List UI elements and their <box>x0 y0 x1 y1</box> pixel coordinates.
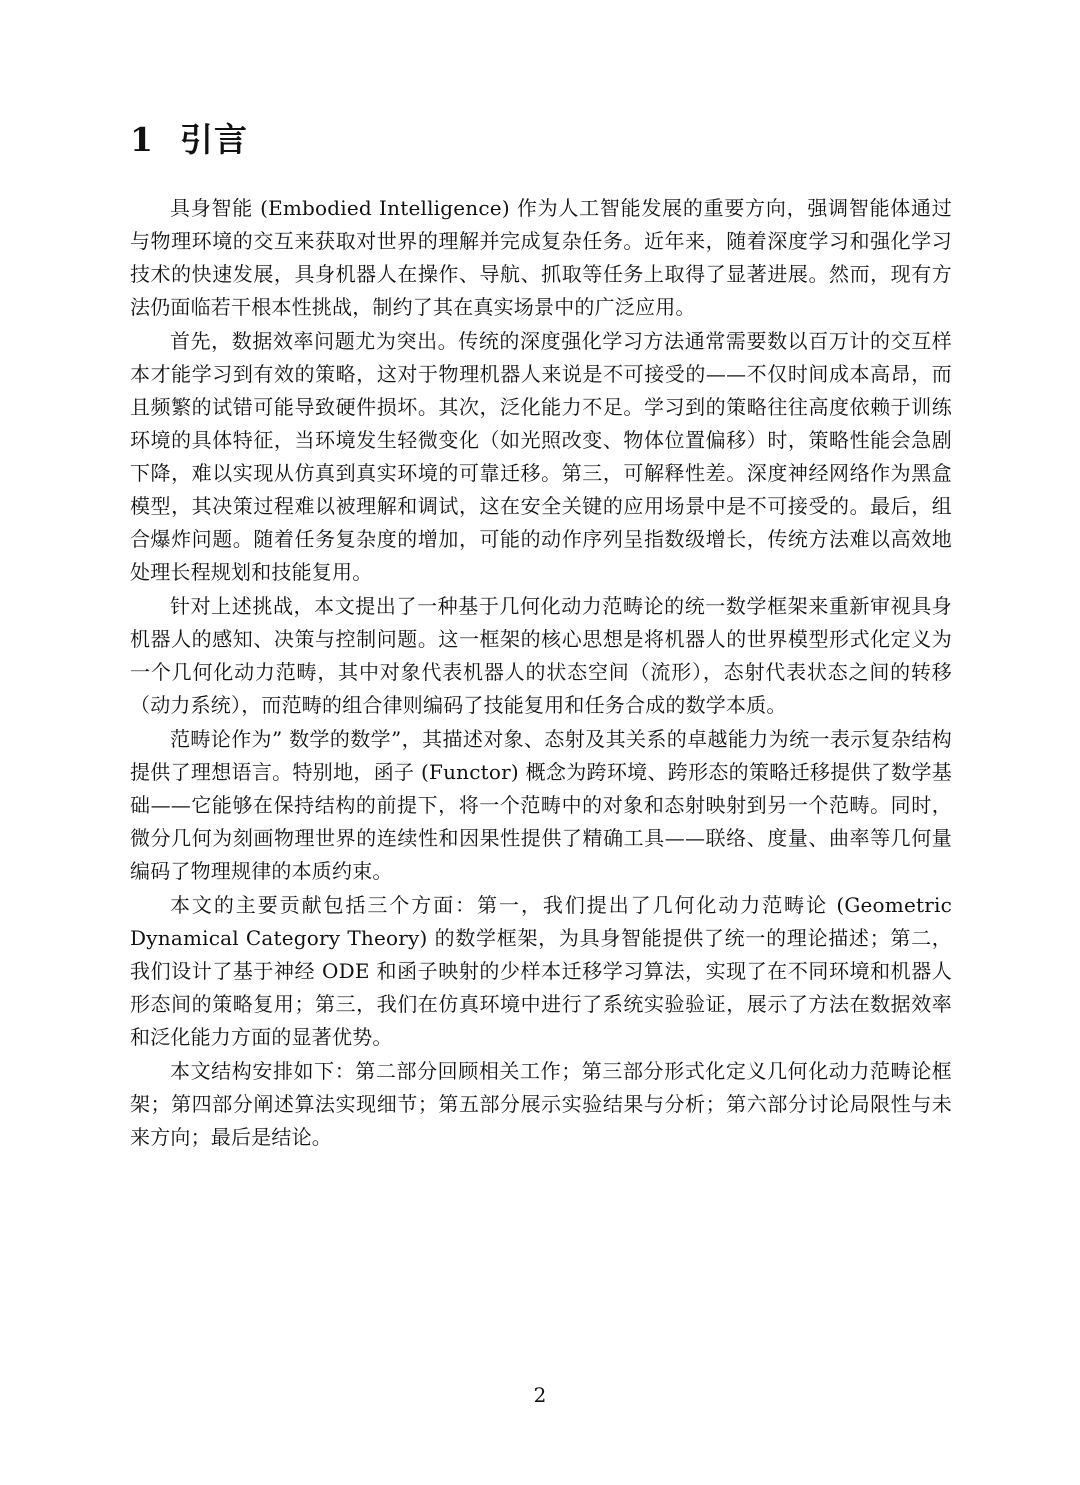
page-body <box>130 110 952 1155</box>
section-title: 引言 <box>180 120 248 159</box>
paragraph: 首先，数据效率问题尤为突出。传统的深度强化学习方法通常需要数以百万计的交互样本才能学习到有效的策略，这对于物理机器人来说是不可接受的——不仅时间成本高昂，而且频繁的试错可能导致硬件损坏。其次，泛化能力不足。学习到的策略往往高度依赖于训练环境的具体特征，当环境发生轻微变化（如光照改变、物体位置偏移）时，策略性能会急剧下降，难以实现从仿真到真实环境的可靠迁移。第三，可解释性差。深度神经网络作为黑盒模型，其决策过程难以被理解和调试，这在安全关键的应用场景中是不可接受的。最后，组合爆炸问题。随着任务复杂度的增加，可能的动作序列呈指数级增长，传统方法难以高效地处理长程规划和技能复用。 <box>130 329 952 584</box>
paragraph: 本文结构安排如下：第二部分回顾相关工作；第三部分形式化定义几何化动力范畴论框架；第四部分阐述算法实现细节；第五部分展示实验结果与分析；第六部分讨论局限性与未来方向；最后是结论。 <box>130 1059 952 1149</box>
paragraph: 具身智能 (Embodied Intelligence) 作为人工智能发展的重要方向，强调智能体通过与物理环境的交互来获取对世界的理解并完成复杂任务。近年来，随着深度学习和强化学习技术的快速发展，具身机器人在操作、导航、抓取等任务上取得了显著进展。然而，现有方法仍面临若干根本性挑战，制约了其在真实场景中的广泛应用。 <box>130 196 952 319</box>
paragraph: 范畴论作为” 数学的数学”，其描述对象、态射及其关系的卓越能力为统一表示复杂结构提供了理想语言。特别地，函子 (Functor) 概念为跨环境、跨形态的策略迁移提供了数学基础——它能够在保持结构的前提下，将一个范畴中的对象和态射映射到另一个范畴。同时，微分几何为刻画物理世界的连续性和因果性提供了精确工具——联络、度量、曲率等几何量编码了物理规律的本质约束。 <box>130 727 952 883</box>
section-number: 1 <box>130 120 154 159</box>
section-heading <box>130 110 952 170</box>
page-number: 2 <box>533 1383 547 1407</box>
paragraph: 本文的主要贡献包括三个方面：第一，我们提出了几何化动力范畴论 (Geometric Dynamical Category Theory) 的数学框架，为具身智能提供了统一的理论描述；第二，我们设计了基于神经 ODE 和函子映射的少样本迁移学习算法，实现了在不同环境和机器人形态间的策略复用；第三，我们在仿真环境中进行了系统实验验证，展示了方法在数据效率和泛化能力方面的显著优势。 <box>130 893 952 1049</box>
paragraph: 针对上述挑战，本文提出了一种基于几何化动力范畴论的统一数学框架来重新审视具身机器人的感知、决策与控制问题。这一框架的核心思想是将机器人的世界模型形式化定义为一个几何化动力范畴，其中对象代表机器人的状态空间（流形），态射代表状态之间的转移（动力系统），而范畴的组合律则编码了技能复用和任务合成的数学本质。 <box>130 594 952 717</box>
